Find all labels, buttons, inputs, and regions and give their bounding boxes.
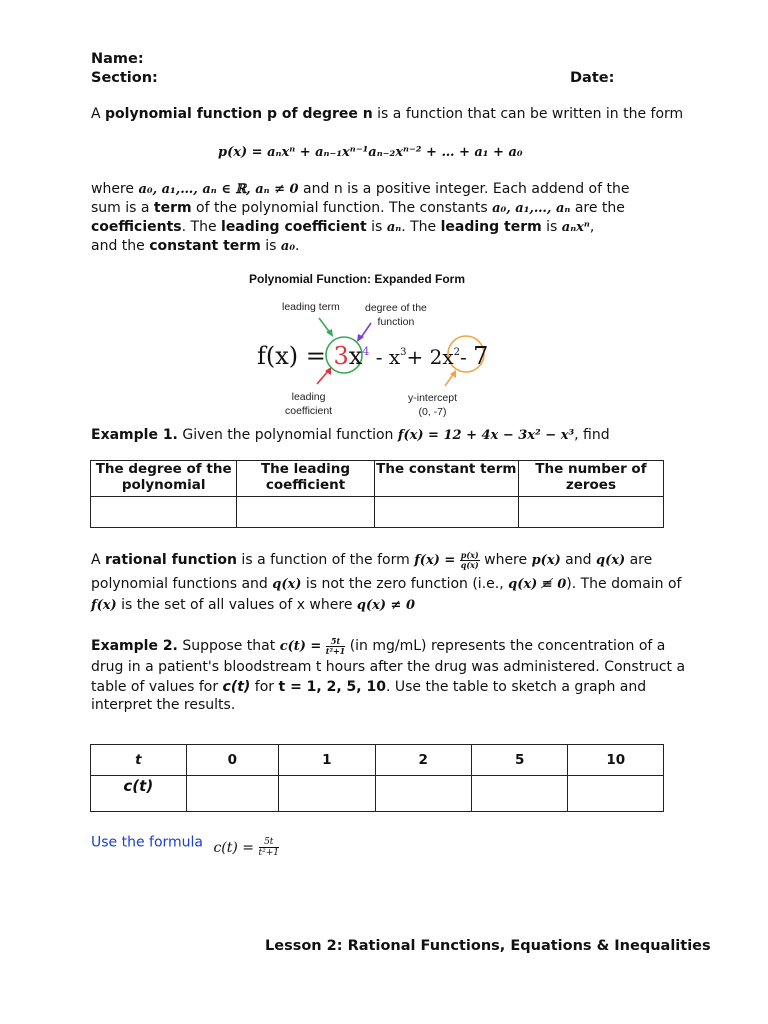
- hint-formula: c(t) = $\frac{5t}{\text{t²+1}}$: [213, 837, 279, 858]
- polynomial-figure: [247, 270, 497, 422]
- answer-cell[interactable]: [279, 776, 375, 812]
- answer-cell[interactable]: [375, 776, 471, 812]
- t-value-cell: 0: [186, 745, 278, 776]
- example2-fraction: $\frac{5t}{\text{t²+1}}$: [325, 635, 346, 656]
- example2-line-2: drug in a patient's bloodstream t hours after the drug was administered. Construct a: [91, 659, 686, 675]
- constant-7: 7: [473, 342, 489, 370]
- figure-expression: $f(x) = 3x^4 - x^3+ 2x^2-$ 7: [257, 342, 489, 370]
- example2-label: Example 2.: [91, 638, 178, 654]
- t-value-cell: 5: [471, 745, 567, 776]
- t-value-cell: 2: [375, 745, 471, 776]
- lesson-footer: Lesson 2: Rational Functions, Equations & Inequalities: [265, 938, 711, 954]
- rational-fraction: $\frac{p(x)}{q(x)}$: [460, 549, 479, 570]
- formula-hint: [91, 832, 391, 858]
- label-leading-coefficient: leading coefficient: [285, 391, 333, 417]
- example2-paragraph: [91, 636, 711, 714]
- rational-line-2: polynomial functions and q(x) is not the zero function (i.e., q(x) ≢ 0). The domain of: [91, 576, 682, 592]
- rational-line-3: f(x) is the set of all values of x where q(x) ≠ 0: [91, 597, 416, 613]
- intro-paragraph: A polynomial function p of degree n is a function that can be written in the form: [91, 106, 684, 122]
- answer-cell[interactable]: [91, 497, 237, 528]
- rational-paragraph: [91, 550, 691, 616]
- figure-title: Polynomial Function: Expanded Form: [249, 272, 466, 286]
- table-header-cell: The constant term: [374, 461, 518, 497]
- definition-paragraph: [91, 180, 691, 256]
- example2-line-4: interpret the results.: [91, 697, 236, 713]
- section-label: Section:: [91, 70, 158, 86]
- date-label: Date:: [570, 70, 615, 86]
- answer-cell[interactable]: [568, 776, 664, 812]
- answer-cell[interactable]: [374, 497, 518, 528]
- name-label: Name:: [91, 51, 144, 67]
- answer-cell[interactable]: [237, 497, 374, 528]
- example2-line-1: Example 2. Suppose that c(t) = $\frac{5t}{\text{t²+1}}$ (in mg/mL) represents the concentration of a: [91, 635, 666, 656]
- table-header-cell: The degree of the polynomial: [91, 461, 237, 497]
- answer-cell[interactable]: [471, 776, 567, 812]
- example2-table: [90, 744, 664, 812]
- label-leading-term: leading term: [282, 301, 340, 313]
- answer-cell[interactable]: [186, 776, 278, 812]
- definition-line-2: sum is a term of the polynomial function. The constants a₀, a₁,…, aₙ are the: [91, 200, 625, 216]
- example1-prompt: Example 1. Given the polynomial function f(x) = 12 + 4x − 3x² − x³, find: [91, 427, 610, 443]
- label-degree: degree of the function: [365, 302, 427, 328]
- leading-coefficient-3: 3: [333, 342, 349, 370]
- hint-text: Use the formula: [91, 834, 204, 851]
- intro-term: polynomial function p of degree n: [105, 106, 373, 122]
- t-value-cell: 1: [279, 745, 375, 776]
- t-header-cell: t: [91, 745, 187, 776]
- label-y-intercept: y-intercept (0, -7): [408, 392, 458, 418]
- ct-header-cell: c(t): [91, 776, 187, 812]
- table-row: [91, 497, 664, 528]
- table-row: [91, 461, 664, 497]
- definition-line-4: and the constant term is a₀.: [91, 238, 300, 254]
- table-row: [91, 745, 664, 776]
- answer-cell[interactable]: [518, 497, 663, 528]
- example1-label: Example 1.: [91, 427, 178, 443]
- table-header-cell: The leading coefficient: [237, 461, 374, 497]
- polynomial-formula: p(x) = aₙxⁿ + aₙ₋₁xⁿ⁻¹aₙ₋₂xⁿ⁻² + … + a₁ + a₀: [218, 145, 523, 160]
- example2-line-3: table of values for c(t) for t = 1, 2, 5, 10. Use the table to sketch a graph and: [91, 679, 647, 695]
- rational-line-1: A rational function is a function of the form f(x) = $\frac{p(x)}{q(x)}$ where p(x) and q(x) are: [91, 549, 653, 570]
- definition-line-1: where a₀, a₁,…, aₙ ∈ ℝ, aₙ ≠ 0 and n is a positive integer. Each addend of the: [91, 181, 630, 197]
- table-header-cell: The number of zeroes: [518, 461, 663, 497]
- table-row: [91, 776, 664, 812]
- header: [91, 50, 631, 88]
- t-value-cell: 10: [568, 745, 664, 776]
- definition-line-3: coefficients. The leading coefficient is aₙ. The leading term is aₙxⁿ,: [91, 219, 595, 235]
- example1-table: [90, 460, 664, 528]
